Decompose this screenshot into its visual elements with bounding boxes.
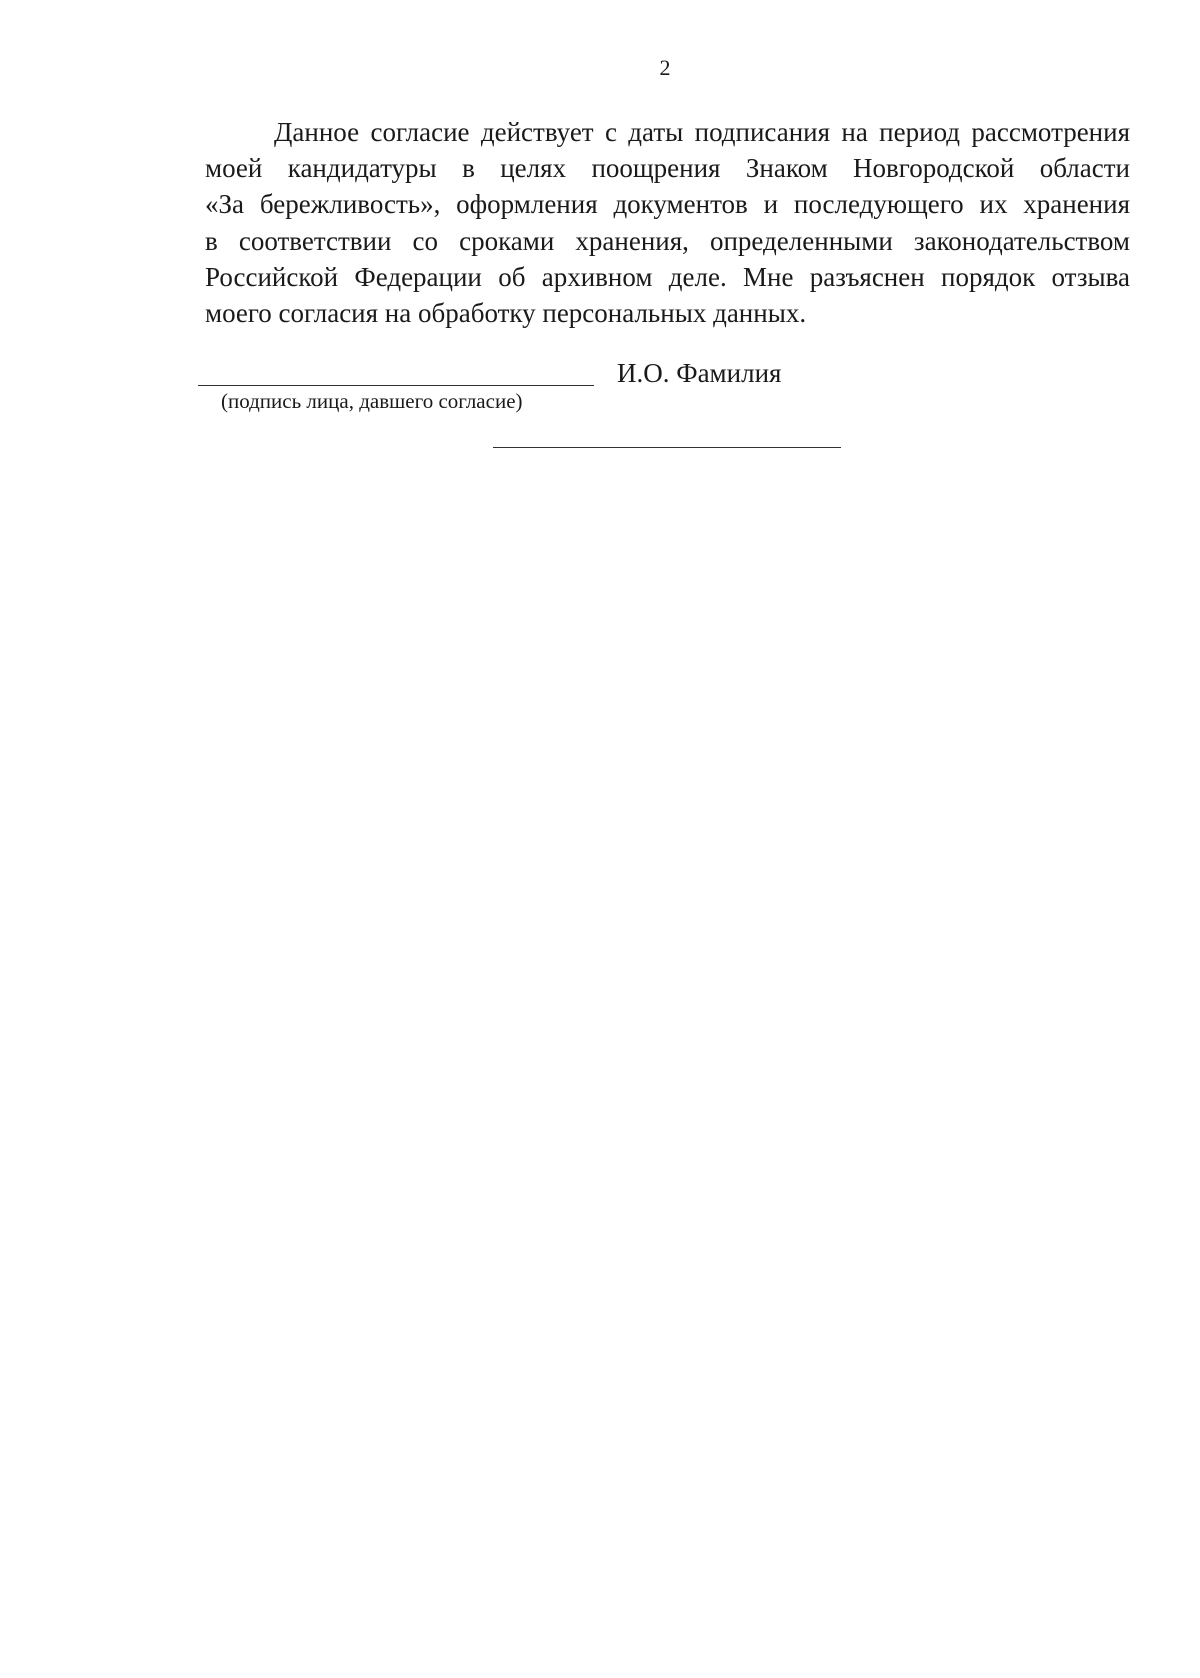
signature-line: [198, 385, 594, 386]
paragraph-line: в соответствии со сроками хранения, определенными законодательством: [205, 225, 1130, 256]
paragraph-line: Данное согласие действует с даты подписания на период рассмотрения: [274, 117, 1130, 147]
consent-paragraph: [205, 114, 1130, 331]
paragraph-line: «За бережливость», оформления документов и последующего их хранения: [205, 189, 1130, 220]
paragraph-line: моей кандидатуры в целях поощрения Знаком Новгородской области: [205, 153, 1130, 184]
paragraph-line: Российской Федерации об архивном деле. Мне разъяснен порядок отзыва: [205, 261, 1130, 292]
signer-name: И.О. Фамилия: [617, 358, 782, 388]
paragraph-line: моего согласия на обработку персональных данных.: [205, 298, 807, 329]
page-number: 2: [659, 55, 671, 80]
end-of-document-rule: [493, 447, 841, 448]
signature-caption: (подпись лица, давшего согласие): [221, 389, 523, 413]
